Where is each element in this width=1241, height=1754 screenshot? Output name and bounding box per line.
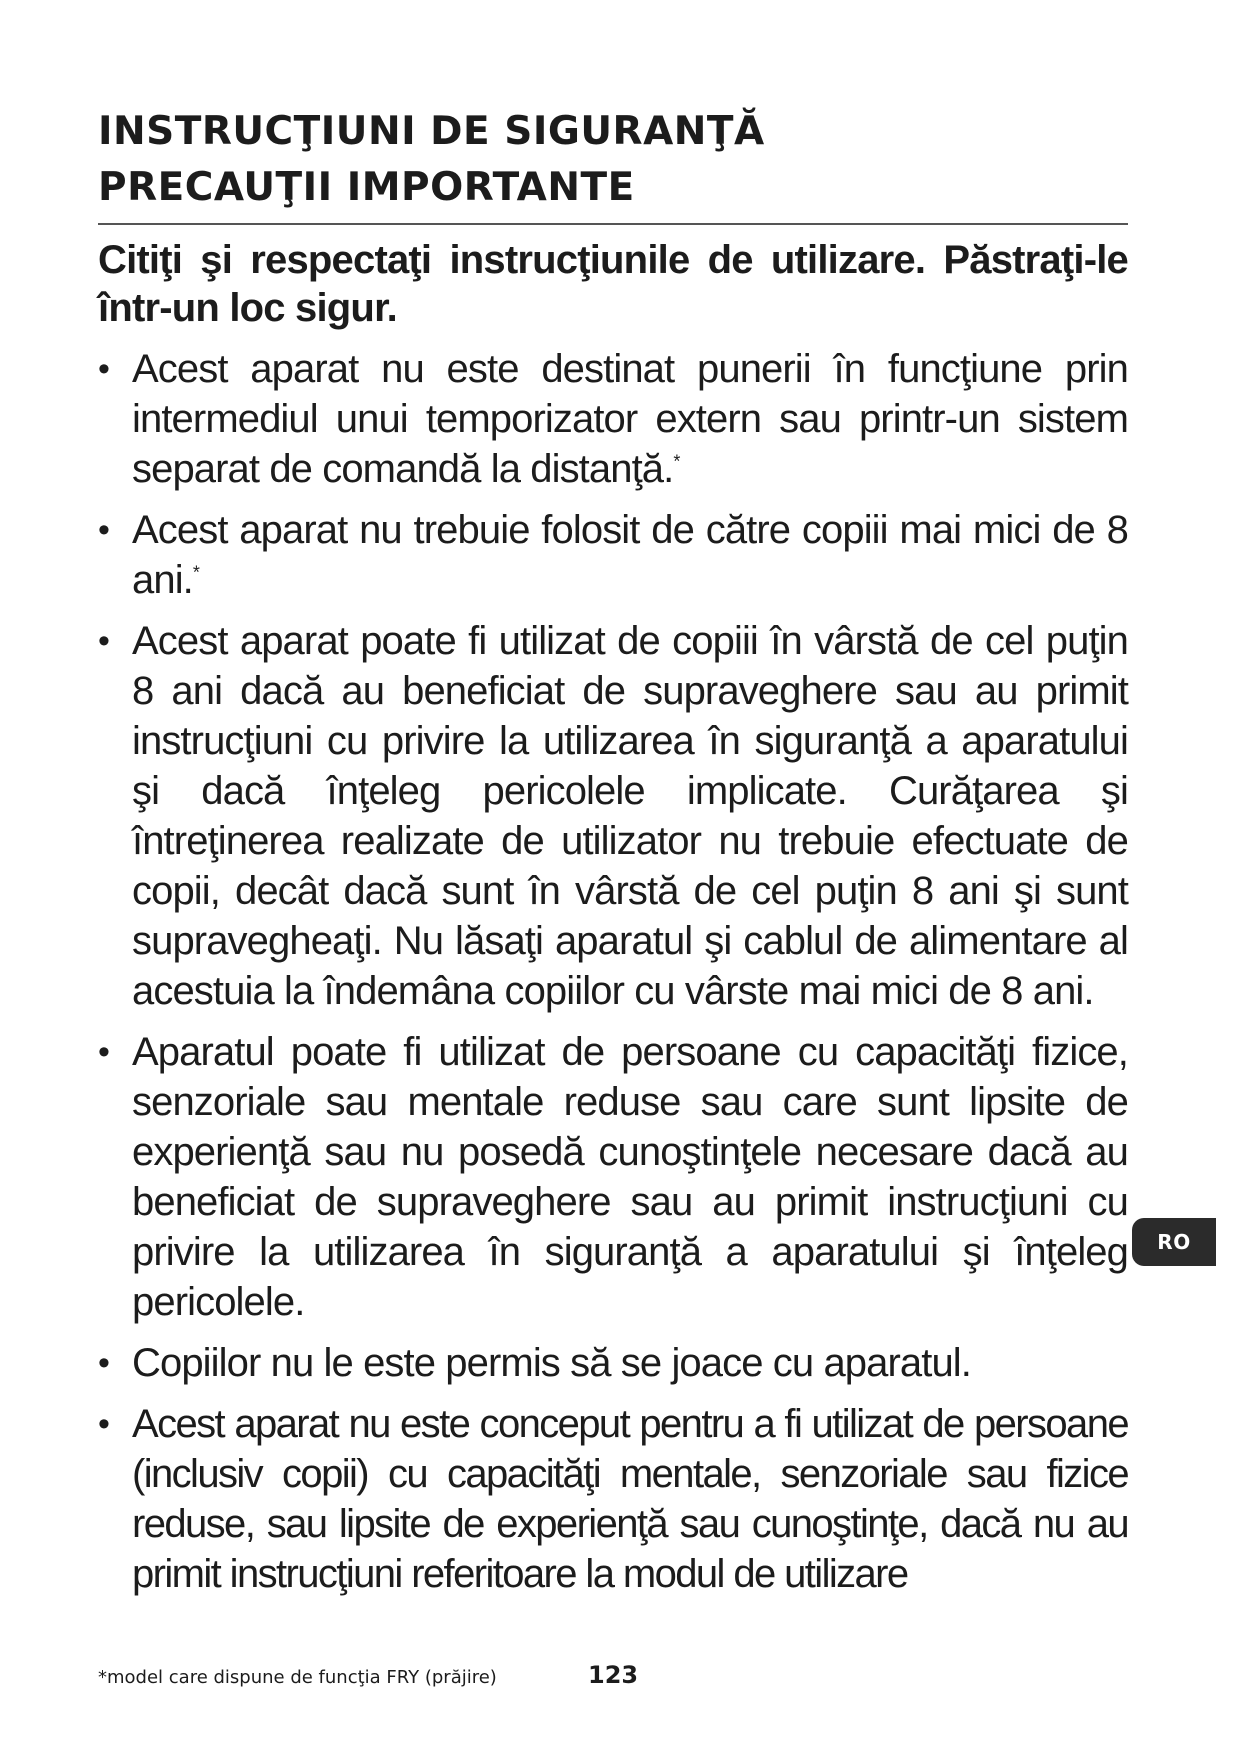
bullet-dot-icon: • xyxy=(98,350,110,388)
bullet-text xyxy=(132,1030,1128,1324)
bullet-item xyxy=(98,1027,1128,1327)
bullet-text-body: Aparatul poate fi utilizat de persoane cu capacităţi fizice, senzoriale sau mentale reduse sau care sunt lipsite de experienţă sau nu posedă cunoştinţele necesare dacă au beneficiat de supraveghere sau au primit instrucţiuni cu privire la utilizarea în siguranţă a aparatului şi înţeleg pericolele. xyxy=(132,1030,1128,1324)
bullet-text-body: Acest aparat nu este destinat punerii în funcţiune prin intermediul unui temporizator extern sau printr-un sistem separat de comandă la distanţă. xyxy=(132,347,1128,491)
bullet-item xyxy=(98,616,1128,1016)
section-title-line-2: PRECAUŢII IMPORTANTE xyxy=(98,165,635,210)
page-number: 123 xyxy=(588,1661,639,1689)
bullet-text-body: Acest aparat poate fi utilizat de copiii în vârstă de cel puţin 8 ani dacă au beneficiat de supraveghere sau au primit instrucţiuni cu privire la utilizarea în siguranţă a aparatului şi dacă înţeleg pericolele implicate. Curăţarea şi întreţinerea realizate de utilizator nu trebuie efectuate de copii, decât dacă sunt în vârstă de cel puţin 8 ani şi sunt supravegheaţi. Nu lăsaţi aparatul şi cablul de alimentare al acestuia la îndemâna copiilor cu vârste mai mici de 8 ani. xyxy=(132,619,1128,1013)
section-title-line-1: INSTRUCŢIUNI DE SIGURANŢĂ xyxy=(98,109,765,154)
bullet-dot-icon: • xyxy=(98,622,110,660)
bullet-dot-icon: • xyxy=(98,1033,110,1071)
bullet-item xyxy=(98,1338,1128,1388)
bullet-item xyxy=(98,1399,1128,1599)
bullet-text xyxy=(132,347,1128,491)
bullet-text-body: Acest aparat nu trebuie folosit de către copiii mai mici de 8 ani. xyxy=(132,508,1128,602)
bullet-text-body: Copiilor nu le este permis să se joace cu aparatul. xyxy=(132,1341,972,1385)
instructions-subtitle: Citiţi şi respectaţi instrucţiunile de utilizare. Păstraţi-le într-un loc sigur. xyxy=(98,238,1128,330)
language-tab: RO xyxy=(1132,1218,1216,1266)
bullet-text xyxy=(132,1402,1128,1596)
bullet-dot-icon: • xyxy=(98,1344,110,1382)
footnote-mark: * xyxy=(192,562,200,583)
footnote-mark: * xyxy=(673,451,680,472)
page-footnote: *model care dispune de funcţia FRY (prăjire) xyxy=(98,1667,497,1688)
bullet-text xyxy=(132,619,1128,1013)
bullet-text xyxy=(132,1341,971,1385)
bullet-item xyxy=(98,505,1128,605)
bullet-item xyxy=(98,344,1128,494)
bullet-text-body: Acest aparat nu este conceput pentru a fi utilizat de persoane (inclusiv copii) cu capacităţi mentale, senzoriale sau fizice reduse, sau lipsite de experienţă sau cunoştinţe, dacă nu au primit instrucţiuni referitoare la modul de utilizare xyxy=(132,1402,1128,1596)
title-divider xyxy=(98,223,1128,225)
safety-bullet-list xyxy=(98,344,1128,1610)
section-title xyxy=(98,104,1128,216)
bullet-text xyxy=(132,508,1128,602)
bullet-dot-icon: • xyxy=(98,1405,109,1443)
bullet-dot-icon: • xyxy=(98,511,110,549)
